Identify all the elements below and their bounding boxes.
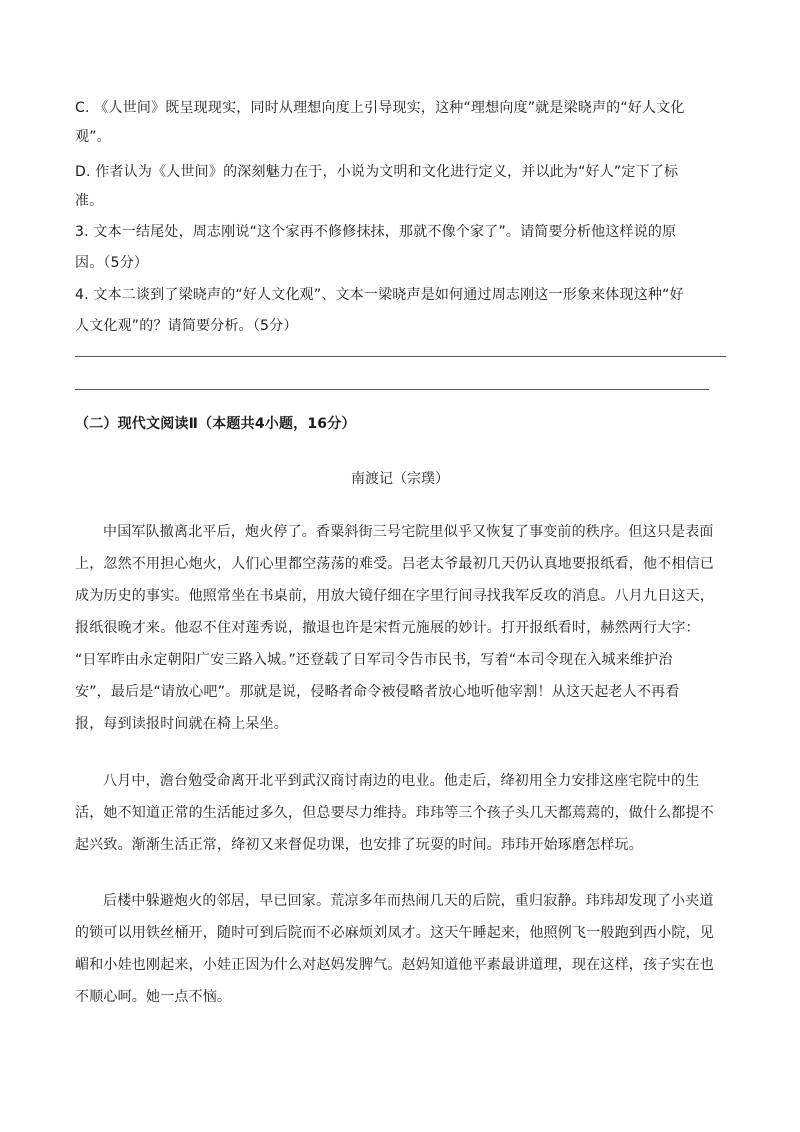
paragraph-1-line: 中国军队撤离北平后，炮火停了。香粟斜街三号宅院里似乎又恢复了事变前的秩序。但这只是表面 <box>103 524 714 540</box>
question-4-line-1: 4. 文本二谈到了梁晓声的“好人文化观”、文本一梁晓声是如何通过周志刚这一形象来体现这种“好 <box>75 287 684 303</box>
paragraph-1-line: 报纸很晚才来。他忍不住对莲秀说，撤退也许是宋哲元施展的妙计。打开报纸看时，赫然两行大字： <box>75 620 700 636</box>
paragraph-3-line: 的锁可以用铁丝桶开，随时可到后院而不必麻烦刘凤才。这天午睡起来，他照例飞一般跑到西小院，见 <box>75 925 714 941</box>
option-c-line-1: C. 《人世间》既呈现现实，同时从理想向度上引导现实，这种“理想向度”就是梁晓声的“好人文化 <box>75 100 685 116</box>
question-3-line-2: 因。（5分） <box>75 255 149 271</box>
paragraph-1-line: 成为历史的事实。他照常坐在书桌前，用放大镜仔细在字里行间寻找我军反攻的消息。八月九日这天， <box>75 588 714 604</box>
answer-line-1 <box>75 356 726 357</box>
paragraph-1-line: “日军昨由永定朝阳广安三路入城。”还登载了日军司令告市民书，写着“本司令现在入城来维护治 <box>75 652 673 668</box>
paragraph-1-line: 安”，最后是“请放心吧”。那就是说，侵略者命令被侵略者放心地听他宰割！从这天起老人不再看 <box>75 684 680 700</box>
paragraph-3-line: 嵋和小娃也刚起来，小娃正因为什么对赵妈发脾气。赵妈知道他平素最讲道理，现在这样，孩子实在也 <box>75 957 714 973</box>
option-d-line-2: 准。 <box>75 193 104 209</box>
paragraph-2-line: 活，她不知道正常的生活能过多久，但总要尽力维持。玮玮等三个孩子头几天都蔫蔫的，做什么都提不 <box>75 805 714 821</box>
passage-title: 南渡记（宗璞） <box>351 471 449 487</box>
section-heading: （二）现代文阅读Ⅱ（本题共4小题，16分） <box>75 416 356 432</box>
option-c-line-2: 观”。 <box>75 129 111 145</box>
paragraph-3-line: 后楼中躲避炮火的邻居，早已回家。荒凉多年而热闹几天的后院，重归寂静。玮玮却发现了小夹道 <box>103 893 714 909</box>
paragraph-1-line: 报，每到读报时间就在椅上呆坐。 <box>75 716 288 732</box>
answer-line-2 <box>75 389 709 390</box>
question-3-line-1: 3. 文本一结尾处，周志刚说“这个家再不修修抹抹，那就不像个家了”。请简要分析他这样说的原 <box>75 224 677 240</box>
paragraph-3-line: 不顺心呵。她一点不恼。 <box>75 989 232 1005</box>
paragraph-2-line: 起兴致。渐渐生活正常，绛初又来督促功课，也安排了玩耍的时间。玮玮开始琢磨怎样玩。 <box>75 837 643 853</box>
question-4-line-2: 人文化观”的？请简要分析。（5分） <box>75 318 298 334</box>
option-d-line-1: D. 作者认为《人世间》的深刻魅力在于，小说为文明和文化进行定义，并以此为“好人”定下了标 <box>75 164 679 180</box>
paragraph-2-line: 八月中，澹台勉受命离开北平到武汉商讨南边的电业。他走后，绛初用全力安排这座宅院中的生 <box>103 773 700 789</box>
paragraph-1-line: 上，忽然不用担心炮火，人们心里都空荡荡的难受。吕老太爷最初几天仍认真地要报纸看，他不相信已 <box>75 556 714 572</box>
